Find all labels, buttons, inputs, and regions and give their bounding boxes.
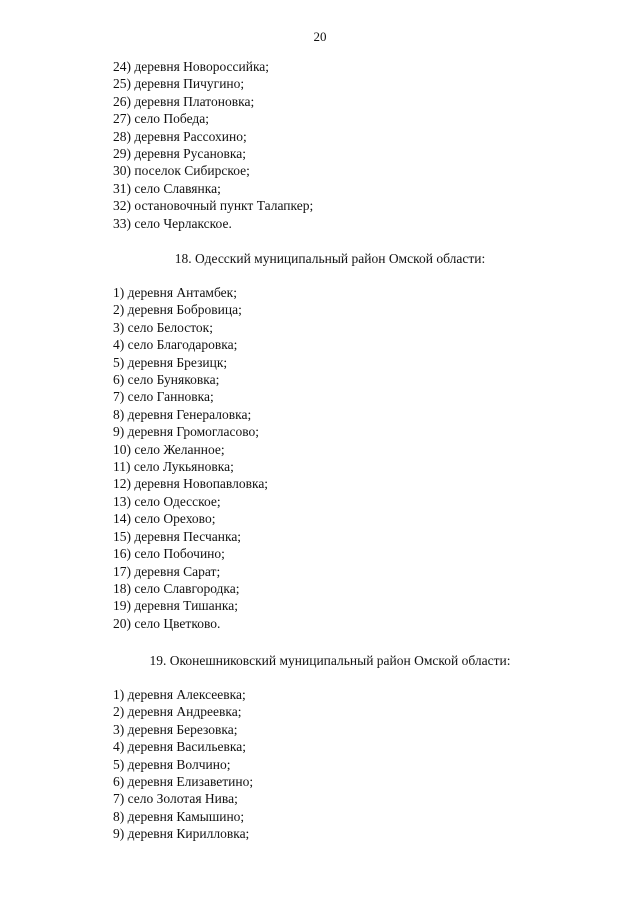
list-item: 28) деревня Рассохино; bbox=[113, 128, 247, 144]
list-item: 1) деревня Алексеевка; bbox=[113, 687, 246, 702]
list-item: 10) село Желанное; bbox=[113, 441, 225, 457]
list-item: 17) деревня Сарат; bbox=[113, 563, 221, 579]
list-item: 2) деревня Андреевка; bbox=[113, 704, 242, 720]
list-item: 8) деревня Камышино; bbox=[113, 808, 245, 824]
list-item: 6) деревня Елизаветино; bbox=[113, 774, 254, 790]
section-18-heading: 18. Одесский муниципальный район Омской области: bbox=[174, 251, 486, 266]
list-item: 25) деревня Пичугино; bbox=[113, 76, 245, 92]
list-item: 32) остановочный пункт Талапкер; bbox=[113, 198, 314, 214]
list-item: 2) деревня Бобровица; bbox=[113, 302, 242, 318]
list-item: 27) село Победа; bbox=[113, 111, 209, 127]
list-item: 4) деревня Васильевка; bbox=[113, 739, 246, 755]
list-item: 1) деревня Антамбек; bbox=[113, 285, 237, 300]
list-item: 13) село Одесское; bbox=[113, 493, 221, 509]
list-item: 8) деревня Генераловка; bbox=[113, 406, 252, 422]
list-item: 6) село Буняковка; bbox=[113, 372, 220, 388]
list-item: 33) село Черлакское. bbox=[113, 215, 232, 231]
page-number: 20 bbox=[313, 29, 327, 44]
section-18-settlement-list bbox=[113, 284, 268, 632]
list-item: 31) село Славянка; bbox=[113, 180, 221, 196]
section-19-heading: 19. Оконешниковский муниципальный район Омской области: bbox=[149, 653, 511, 668]
list-item: 5) деревня Брезицк; bbox=[113, 354, 228, 370]
list-item: 7) село Ганновка; bbox=[113, 389, 214, 405]
list-item: 16) село Побочино; bbox=[113, 546, 225, 562]
list-item: 9) деревня Громогласово; bbox=[113, 424, 260, 440]
list-item: 29) деревня Русановка; bbox=[113, 146, 247, 162]
list-item: 24) деревня Новороссийка; bbox=[113, 59, 270, 74]
list-item: 14) село Орехово; bbox=[113, 511, 216, 527]
list-item: 3) село Белосток; bbox=[113, 319, 213, 335]
list-item: 19) деревня Тишанка; bbox=[113, 598, 239, 614]
section-19-settlement-list bbox=[113, 686, 253, 843]
list-item: 7) село Золотая Нива; bbox=[113, 791, 238, 807]
continued-settlement-list bbox=[113, 58, 313, 232]
list-item: 4) село Благодаровка; bbox=[113, 337, 238, 353]
list-item: 12) деревня Новопавловка; bbox=[113, 476, 269, 492]
list-item: 3) деревня Березовка; bbox=[113, 721, 238, 737]
list-item: 15) деревня Песчанка; bbox=[113, 528, 242, 544]
list-item: 30) поселок Сибирское; bbox=[113, 163, 250, 179]
list-item: 5) деревня Волчино; bbox=[113, 756, 231, 772]
list-item: 20) село Цветково. bbox=[113, 615, 221, 631]
list-item: 11) село Лукьяновка; bbox=[113, 459, 234, 475]
list-item: 26) деревня Платоновка; bbox=[113, 93, 255, 109]
list-item: 9) деревня Кирилловка; bbox=[113, 826, 250, 842]
list-item: 18) село Славгородка; bbox=[113, 580, 240, 596]
